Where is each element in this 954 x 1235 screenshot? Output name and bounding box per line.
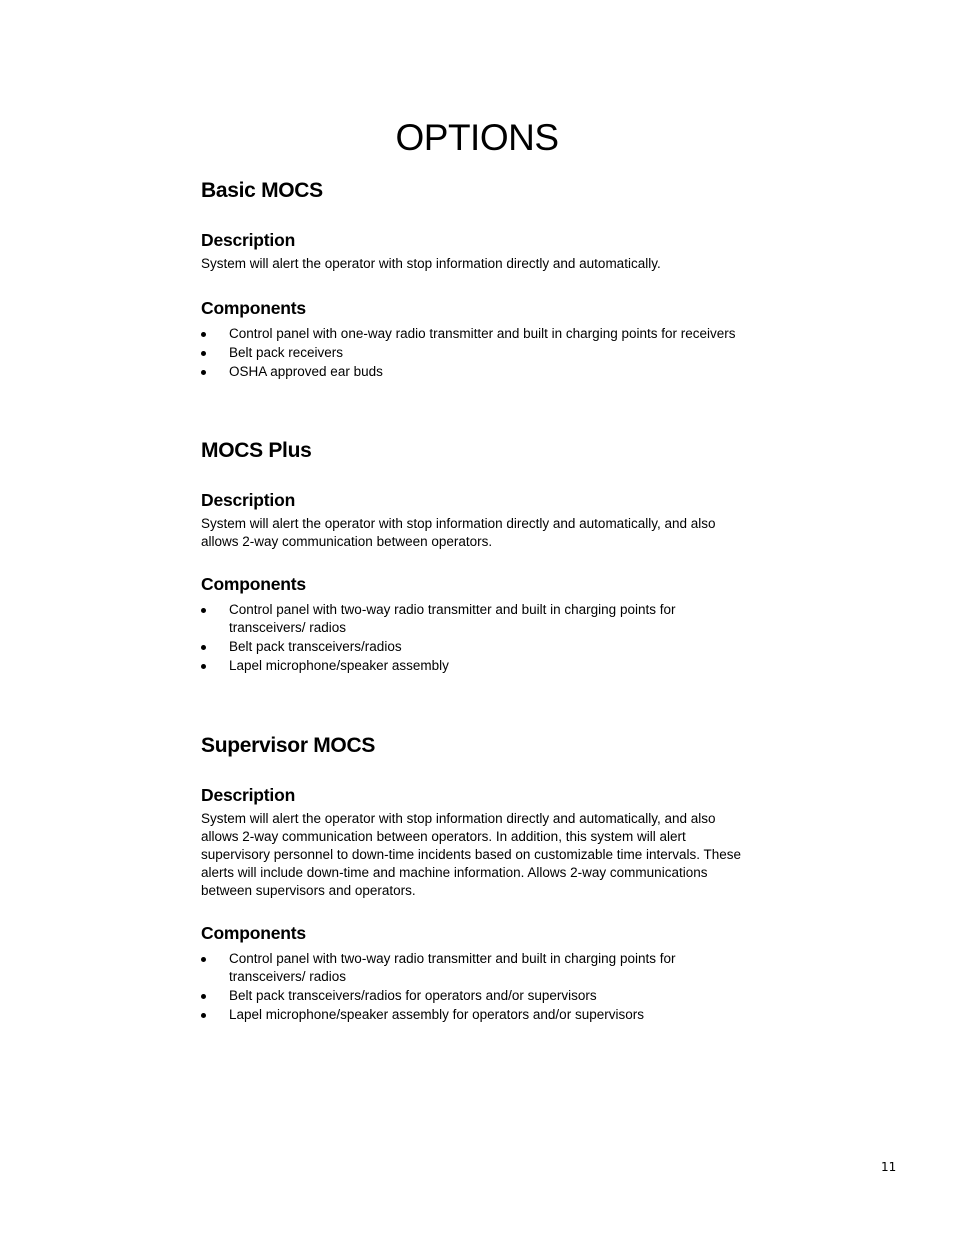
bullet-icon xyxy=(201,645,206,650)
list-item-text: Control panel with two-way radio transmitter and built in charging points for transceivers/ radios xyxy=(229,602,676,635)
list-item xyxy=(201,325,761,343)
section-mocs-plus xyxy=(201,438,761,676)
section-title: MOCS Plus xyxy=(201,439,312,462)
list-item xyxy=(201,950,741,986)
list-item xyxy=(201,638,741,656)
list-item-text: Lapel microphone/speaker assembly xyxy=(229,658,449,673)
list-item xyxy=(201,601,741,637)
list-item-text: Control panel with one-way radio transmitter and built in charging points for receivers xyxy=(229,326,736,341)
page-title: OPTIONS xyxy=(395,117,559,158)
bullet-icon xyxy=(201,957,206,962)
description-text: System will alert the operator with stop information directly and automatically, and also allows 2-way communication between operators. xyxy=(201,516,716,549)
bullet-icon xyxy=(201,994,206,999)
list-item xyxy=(201,344,761,362)
list-item-text: Belt pack transceivers/radios for operators and/or supervisors xyxy=(229,988,597,1003)
list-item-text: Lapel microphone/speaker assembly for operators and/or supervisors xyxy=(229,1007,644,1022)
bullet-icon xyxy=(201,664,206,669)
description-heading: Description xyxy=(201,230,296,250)
components-heading: Components xyxy=(201,923,306,943)
list-item xyxy=(201,363,761,381)
bullet-icon xyxy=(201,332,206,337)
description-heading: Description xyxy=(201,785,296,805)
list-item xyxy=(201,1006,741,1024)
page-number: 11 xyxy=(881,1160,897,1174)
list-item xyxy=(201,657,741,675)
bullet-icon xyxy=(201,351,206,356)
bullet-icon xyxy=(201,1013,206,1018)
list-item-text: Belt pack transceivers/radios xyxy=(229,639,402,654)
components-list xyxy=(201,601,741,675)
description-heading: Description xyxy=(201,490,296,510)
components-heading: Components xyxy=(201,574,306,594)
components-list xyxy=(201,325,761,381)
section-title: Basic MOCS xyxy=(201,179,323,202)
list-item-text: Belt pack receivers xyxy=(229,345,344,360)
bullet-icon xyxy=(201,608,206,613)
list-item xyxy=(201,987,741,1005)
section-basic-mocs xyxy=(201,178,761,382)
components-heading: Components xyxy=(201,298,306,318)
description-text: System will alert the operator with stop information directly and automatically, and also allows 2-way communication between operators. In addition, this system will alert supervisory personnel to down-time incidents based on customizable time intervals. These alerts will include down-time and machine information. Allows 2-way communications between supervisors and operators. xyxy=(201,811,742,898)
components-list xyxy=(201,950,741,1024)
bullet-icon xyxy=(201,370,206,375)
description-text: System will alert the operator with stop information directly and automatically. xyxy=(201,256,661,271)
list-item-text: Control panel with two-way radio transmitter and built in charging points for transceivers/ radios xyxy=(229,951,676,984)
section-supervisor-mocs xyxy=(201,733,761,1025)
list-item-text: OSHA approved ear buds xyxy=(229,364,383,379)
section-title: Supervisor MOCS xyxy=(201,734,376,757)
